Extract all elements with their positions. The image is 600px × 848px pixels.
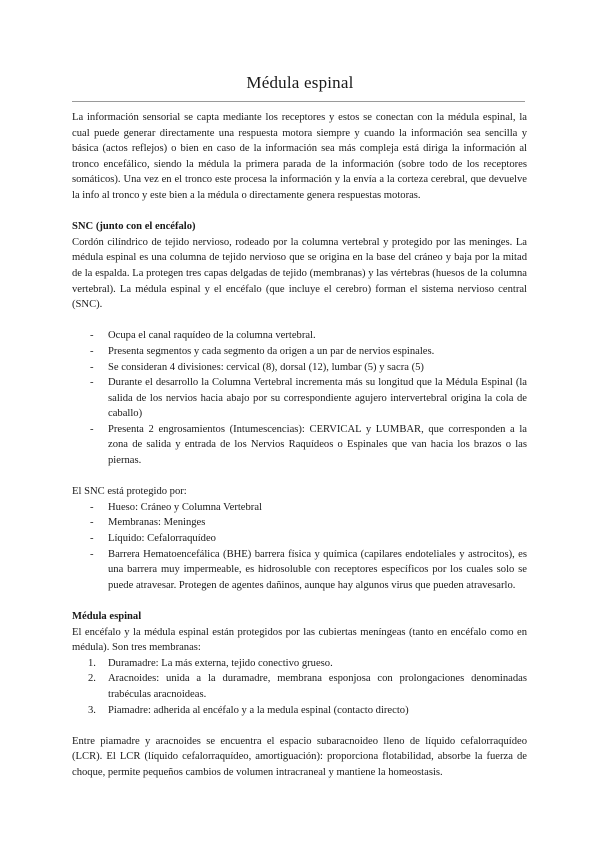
list-item: - Ocupa el canal raquídeo de la columna vertebral. [72, 328, 527, 344]
meninges-list [72, 656, 527, 718]
medula-heading: Médula espinal [72, 611, 142, 622]
snc-heading: SNC (junto con el encéfalo) [72, 221, 196, 233]
list-item: - Membranas: Meninges [72, 515, 527, 531]
list-item: - Líquido: Cefalorraquídeo [72, 531, 527, 547]
dash-marker: - [90, 330, 94, 342]
medula-description: El encéfalo y la médula espinal están protegidos por las cubiertas meníngeas (tanto en encéfalo como en médula). Son tres membranas: [72, 626, 527, 654]
dash-marker: - [90, 377, 94, 389]
list-item: 2. Aracnoides: unida a la duramadre, membrana esponjosa con prolongaciones denominadas trabéculas aracnoideas. [88, 673, 527, 700]
intro-paragraph: La información sensorial se capta mediante los receptores y estos se conectan con la médula espinal, la cual puede generar directamente una respuesta motora siempre y cuando la información sea sencilla y básica (actos reflejos) o bien en caso de la información sea más compleja está diriga la información al tronco encefálico, siendo la médula la primera parada de la información (sobre todo de los receptores somáticos). Una vez en el tronco este procesa la información y la envía a la corteza cerebral, que devuelve la info al tronco y este bien a la médula o directamente genera respuestas motoras. [72, 112, 527, 201]
list-number: 3. [88, 704, 96, 716]
list-item: - Presenta 2 engrosamientos (Intumescencias): CERVICAL y LUMBAR, que corresponden a la zona de salida y entrada de los Nervios Raquídeos o Espinales que van hacia los brazos o las piernas. [90, 423, 527, 467]
dash-marker: - [90, 548, 94, 560]
list-item: 3. Piamadre: adherida al encéfalo y a la medula espinal (contacto directo) [72, 703, 527, 719]
list-number: 1. [88, 657, 96, 669]
list-number: 2. [88, 673, 96, 685]
dash-marker: - [90, 501, 94, 513]
list-item: - Hueso: Cráneo y Columna Vertebral [72, 500, 527, 516]
snc-bullet-list [72, 328, 527, 468]
list-item: - Durante el desarrollo la Columna Vertebral incrementa más su longitud que la Médula Espinal (la salida de los nervios hacia abajo por su correspondiente agujero intervertebral origina la cola de caballo) [90, 377, 527, 420]
document-body [72, 110, 527, 781]
dash-marker: - [90, 517, 94, 529]
dash-marker: - [90, 533, 94, 545]
snc-protection-intro: El SNC está protegido por: [72, 486, 187, 498]
page-title: Médula espinal [246, 73, 354, 92]
dash-marker: - [90, 345, 94, 357]
list-item: 1. Duramadre: La más externa, tejido conectivo grueso. [72, 656, 527, 672]
list-item: - Se consideran 4 divisiones: cervical (8), dorsal (12), lumbar (5) y sacra (5) [72, 360, 527, 376]
list-item: - Presenta segmentos y cada segmento da origen a un par de nervios espinales. [72, 344, 527, 360]
title-divider [72, 101, 525, 102]
snc-protection-list [72, 500, 527, 594]
dash-marker: - [90, 361, 94, 373]
closing-paragraph: Entre piamadre y aracnoides se encuentra el espacio subaracnoideo lleno de líquido cefalorraquídeo (LCR). El LCR (líquido cefalorraquídeo, amortiguación): proporciona flotabilidad, absorbe la fuerza de choque, permite pequeños cambios de volumen intracraneal y mantiene la homeostasis. [72, 735, 527, 778]
list-item: - Barrera Hematoencefálica (BHE) barrera física y química (capilares endoteliales y astrocitos), es una barrera muy impermeable, es hidrosoluble con receptores específicos por los cuales solo se puede atravesar. Protegen de agentes dañinos, aunque hay algunos virus que pueden atravesarlo. [90, 548, 527, 591]
snc-description: Cordón cilíndrico de tejido nervioso, rodeado por la columna vertebral y protegido por las meninges. La médula espinal es una columna de tejido nervioso que se origina en la base del cráneo y baja por la mitad de la espalda. La protegen tres capas delgadas de tejido (membranas) y las vértebras (huesos de la columna vertebral). La médula espinal y el encéfalo (que incluye el cerebro) forman el sistema nervioso central (SNC). [72, 236, 527, 311]
dash-marker: - [90, 423, 94, 435]
